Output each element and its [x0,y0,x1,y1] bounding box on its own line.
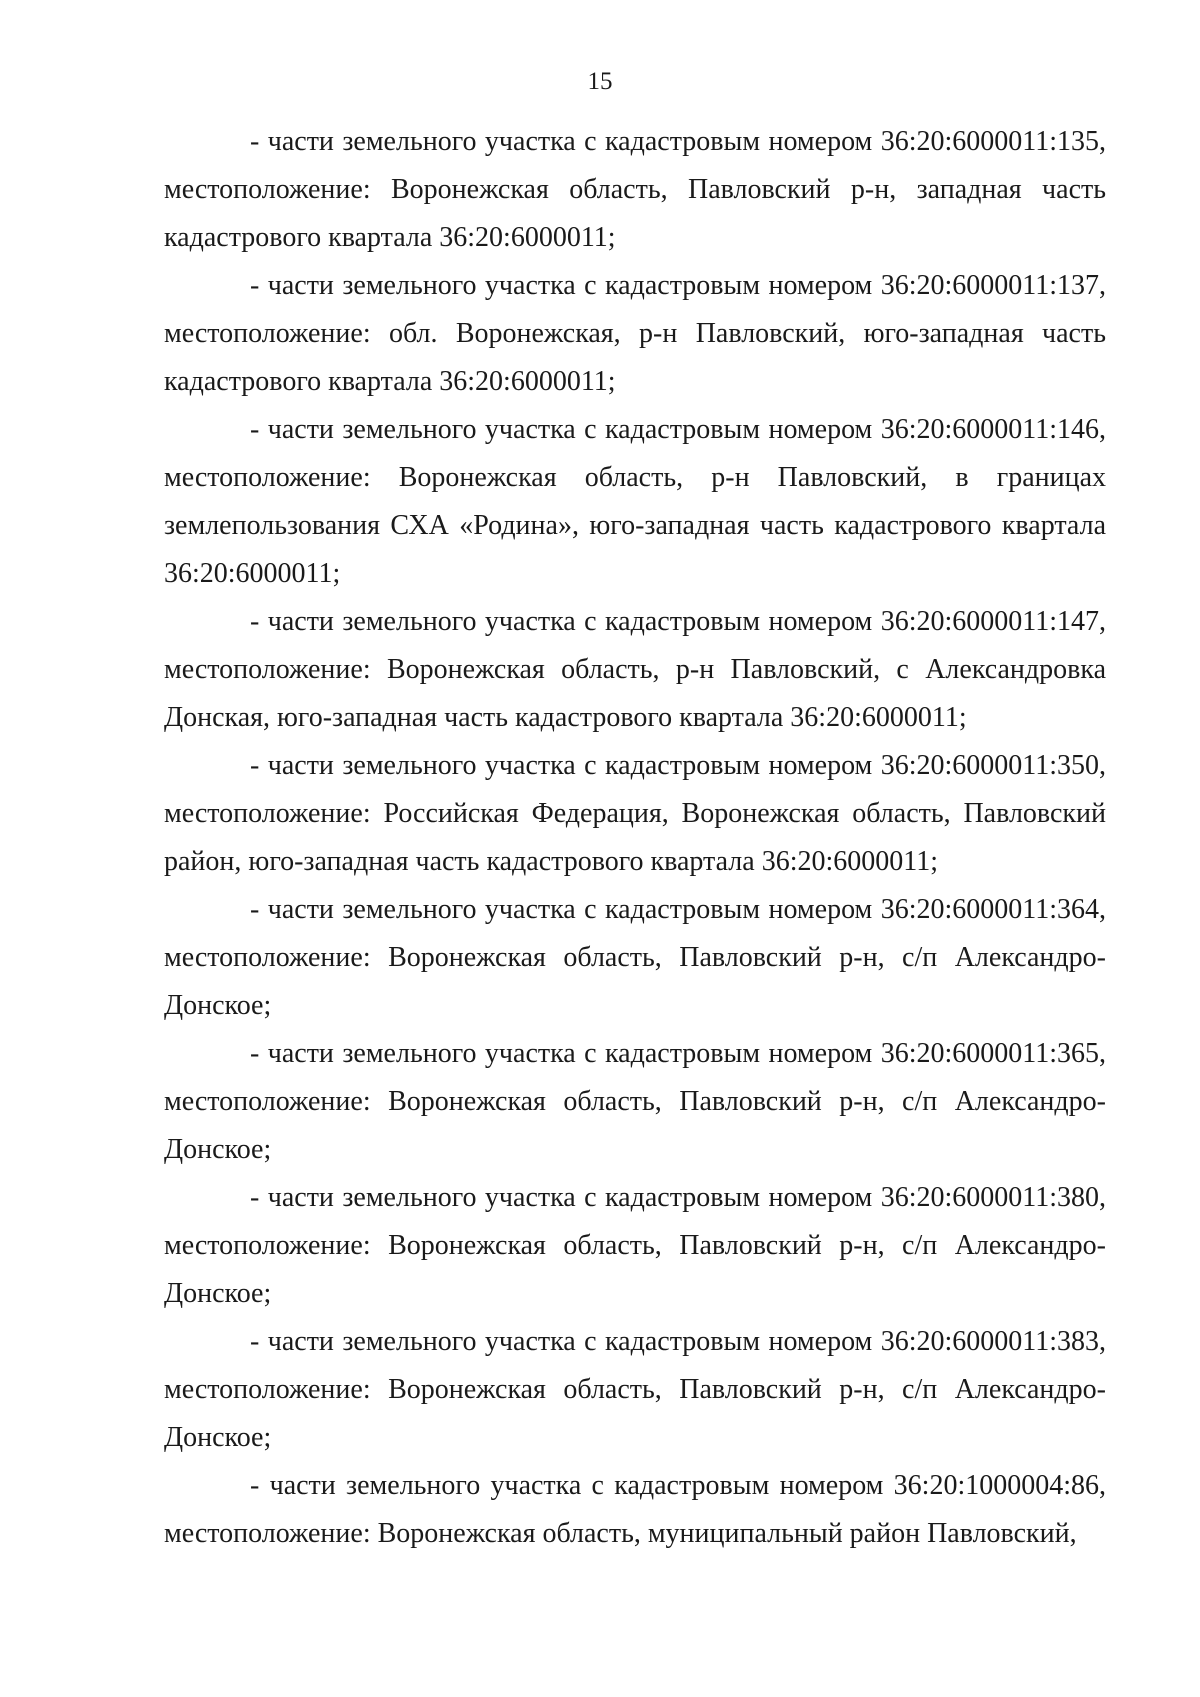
list-item: - части земельного участка с кадастровым номером 36:20:6000011:137, местоположение: обл. Воронежская, р-н Павловский, юго-западная часть кадастрового квартала 36:20:6000011; [164,270,1106,397]
list-item: - части земельного участка с кадастровым номером 36:20:6000011:383, местоположение: Воронежская область, Павловский р-н, с/п Александро-Донское; [164,1326,1106,1453]
list-item: - части земельного участка с кадастровым номером 36:20:1000004:86, местоположение: Воронежская область, муниципальный район Павловский, [164,1470,1106,1549]
page-number: 15 [587,68,613,95]
list-item: - части земельного участка с кадастровым номером 36:20:6000011:146, местоположение: Воронежская область, р-н Павловский, в границах землепользования СХА «Родина», юго-западная часть кадастрового квартала 36:20:6000011; [164,414,1106,589]
list-item: - части земельного участка с кадастровым номером 36:20:6000011:365, местоположение: Воронежская область, Павловский р-н, с/п Александро-Донское; [164,1038,1106,1165]
list-item: - части земельного участка с кадастровым номером 36:20:6000011:147, местоположение: Воронежская область, р-н Павловский, с Александровка Донская, юго-западная часть кадастрового квартала 36:20:6000011; [164,606,1106,733]
list-item: - части земельного участка с кадастровым номером 36:20:6000011:135, местоположение: Воронежская область, Павловский р-н, западная часть кадастрового квартала 36:20:6000011; [164,126,1106,253]
list-item: - части земельного участка с кадастровым номером 36:20:6000011:380, местоположение: Воронежская область, Павловский р-н, с/п Александро-Донское; [164,1182,1106,1309]
list-item: - части земельного участка с кадастровым номером 36:20:6000011:364, местоположение: Воронежская область, Павловский р-н, с/п Александро-Донское; [164,894,1106,1021]
document-body [164,118,1106,1558]
list-item: - части земельного участка с кадастровым номером 36:20:6000011:350, местоположение: Российская Федерация, Воронежская область, Павловский район, юго-западная часть кадастрового квартала 36:20:6000011; [164,750,1106,877]
